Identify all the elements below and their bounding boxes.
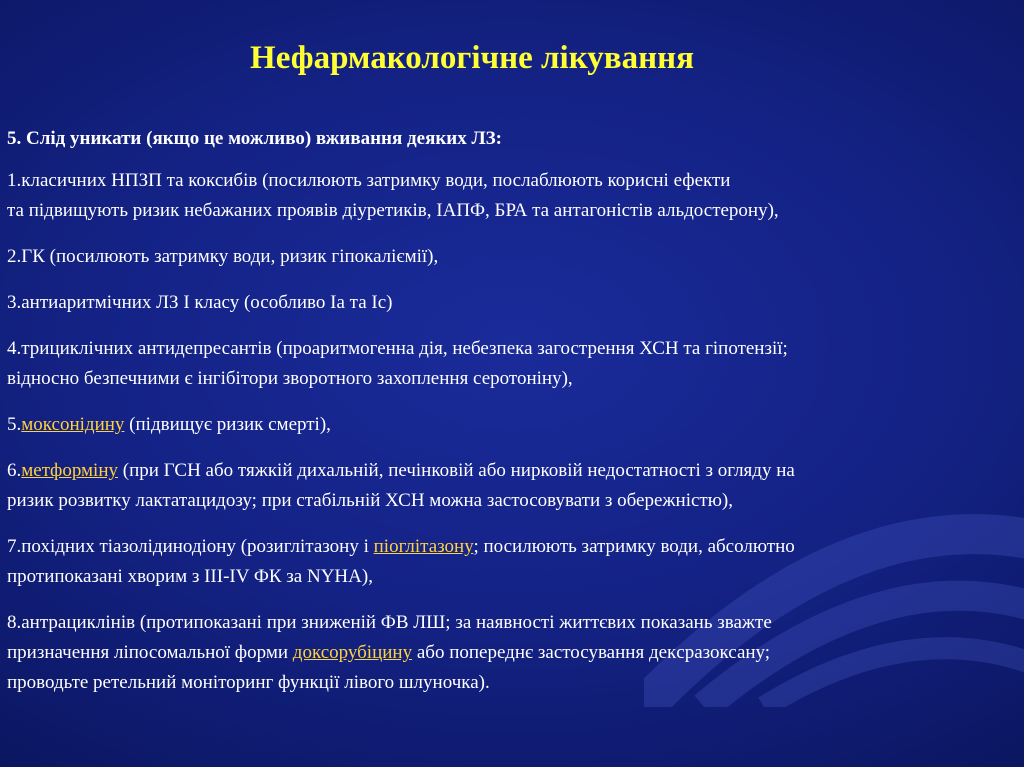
list-item-4-line-1: 4.трициклічних антидепресантів (проаритмогенна дія, небезпека загострення ХСН та гіпотензії; [7,338,788,359]
list-item-7-prefix: 7.похідних тіазолідинодіону (розиглітазону і [7,536,374,557]
list-item-7-suffix: ; посилюють затримку води, абсолютно [473,536,795,557]
list-item-6-line-2: ризик розвитку лактатацидозу; при стабільній ХСН можна застосовувати з обережністю), [7,490,733,511]
list-item-3: 3.антиаритмічних ЛЗ І класу (особливо Іа та Іс) [7,292,393,313]
section-heading: 5. Слід уникати (якщо це можливо) вживання деяких ЛЗ: [7,128,503,149]
metformin-link[interactable]: метформіну [21,460,119,481]
list-item-6-suffix: (при ГСН або тяжкій дихальній, печінковій або нирковій недостатності з огляду на [118,460,795,481]
slide-content [7,124,1007,698]
list-item-8-line-2-prefix: призначення ліпосомальної форми [7,642,293,663]
list-item-5-suffix: (підвищує ризик смерті), [124,414,331,435]
list-item-6-prefix: 6. [7,460,22,481]
doxorubicin-link[interactable]: доксорубіцину [292,642,413,663]
list-item-7 [7,532,1007,592]
list-item-8-line-3: проводьте ретельний моніторинг функції лівого шлуночка). [7,672,490,693]
list-item-4-line-2: відносно безпечними є інгібітори зворотного захоплення серотоніну), [7,368,573,389]
list-item-4 [7,334,1007,394]
list-item-6 [7,456,1007,516]
list-item-1-line-2: та підвищують ризик небажаних проявів діуретиків, ІАПФ, БРА та антагоністів альдостерону), [7,200,779,221]
list-item-1-line-1: 1.класичних НПЗП та коксибів (посилюють затримку води, послаблюють корисні ефекти [7,170,731,191]
list-item-8-line-2-suffix: або попереднє застосування декcразоксану; [412,642,771,663]
list-item-5 [7,410,1007,440]
list-item-5-prefix: 5. [7,414,22,435]
slide-title: Нефармакологічне лікування [250,40,694,76]
moxonidine-link[interactable]: моксонідину [21,414,125,435]
list-item-2: 2.ГК (посилюють затримку води, ризик гіпокаліємії), [7,246,439,267]
pioglitazone-link[interactable]: піоглітазону [373,536,474,557]
list-item-8 [7,608,1007,698]
list-item-8-line-1: 8.антрациклінів (протипоказані при зниженій ФВ ЛШ; за наявності життєвих показань зважте [7,612,772,633]
list-item-1 [7,166,1007,226]
list-item-7-line-2: протипоказані хворим з ІІІ-IV ФК за NYHA), [7,566,373,587]
